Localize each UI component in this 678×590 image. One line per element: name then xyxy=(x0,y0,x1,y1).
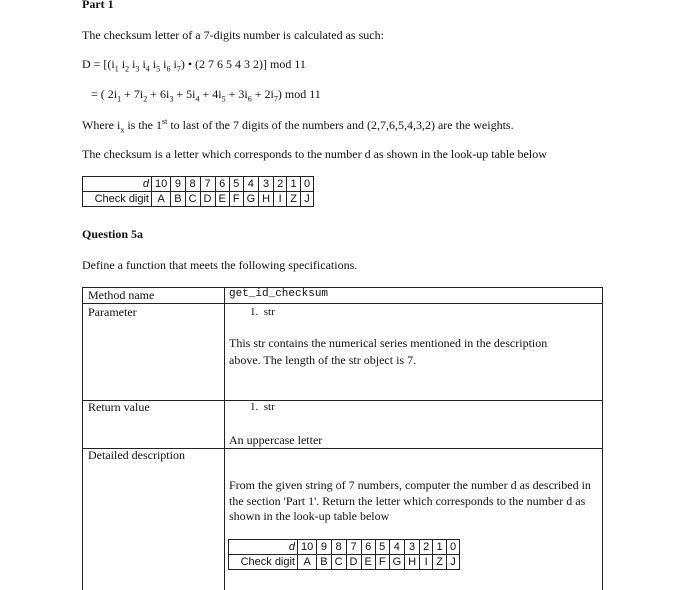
formula2-sub: 5 xyxy=(221,94,226,104)
return-label: Return value xyxy=(88,400,150,414)
formula2-term: 6i xyxy=(160,87,170,101)
formula1-sub: 4 xyxy=(145,64,150,74)
formula1-sub: 2 xyxy=(125,64,130,74)
lookup-cell: 6 xyxy=(361,540,375,555)
lookup-cell: F xyxy=(375,555,389,570)
lookup-cell: 8 xyxy=(331,540,346,555)
return-item xyxy=(250,401,275,413)
lookup-cell: 5 xyxy=(375,540,389,555)
lookup-header-d: d xyxy=(229,540,298,555)
detail-desc: shown in the look-up table below xyxy=(229,509,390,523)
return-item-text: str xyxy=(263,401,275,413)
lookup-cell: I xyxy=(274,192,287,207)
formula2-term: 2i xyxy=(264,87,274,101)
return-item-num: 1. xyxy=(250,401,259,413)
lookup-header-check: Check digit xyxy=(229,555,298,570)
formula1-sub: 1 xyxy=(114,64,119,74)
method-value: get_id_checksum xyxy=(229,288,329,300)
lookup-cell: 1 xyxy=(287,177,301,192)
formula2-sub: 7 xyxy=(273,94,278,104)
lookup-cell: 7 xyxy=(200,177,215,192)
where-part: is the 1 xyxy=(124,118,162,132)
lookup-cell: 9 xyxy=(317,540,331,555)
lookup-table xyxy=(82,176,314,207)
lookup-cell: A xyxy=(298,555,317,570)
where-part: to last of the 7 digits of the numbers and (2,7,6,5,4,3,2) are the weights. xyxy=(167,118,514,132)
lookup-sentence: The checksum is a letter which corresponds to the number d as shown in the look-up table below xyxy=(82,147,547,161)
lookup-cell: H xyxy=(259,192,274,207)
lookup-cell: 0 xyxy=(300,177,313,192)
formula-line-1: $D = [(i_1$ $i_2$ $i_3$ $i_4$ $i_5$ $i_6$ $i_7$) • (2 7 6 5 4 3 2)] mod 11 xyxy=(82,57,306,74)
lookup-row-check xyxy=(229,555,460,570)
lookup-header-d: d xyxy=(83,177,152,192)
lookup-cell: 4 xyxy=(243,177,259,192)
where-sup: st xyxy=(161,117,168,126)
formula1-sub: 6 xyxy=(166,64,171,74)
formula2-sub: 4 xyxy=(195,94,200,104)
detail-desc: the section 'Part 1'. Return the letter which corresponds to the number d as xyxy=(229,494,586,508)
method-label: Method name xyxy=(88,288,155,302)
lookup-cell: I xyxy=(420,555,433,570)
lookup-cell: 3 xyxy=(405,540,420,555)
formula1-sub: 7 xyxy=(176,64,181,74)
lookup-cell: J xyxy=(300,192,313,207)
formula2-sub: 3 xyxy=(169,94,174,104)
where-text xyxy=(82,117,514,134)
lookup-cell: D xyxy=(200,192,215,207)
formula1-weights: ) • (2 7 6 5 4 3 2)] mod 11 xyxy=(180,57,306,71)
formula2-term: 7i xyxy=(133,87,144,101)
lookup-header-check: Check digit xyxy=(83,192,152,207)
lookup-cell: 0 xyxy=(446,540,459,555)
question-heading: Question 5a xyxy=(82,227,144,241)
lookup-cell: 8 xyxy=(185,177,200,192)
parameter-item-num: 1. xyxy=(250,306,259,318)
formula1-prefix: D = [(i xyxy=(82,57,115,71)
formula2-sub: 2 xyxy=(143,94,148,104)
formula2-term: 2i xyxy=(107,87,118,101)
formula1-sub: 5 xyxy=(156,64,161,74)
lookup-cell: 1 xyxy=(433,540,447,555)
lookup-cell: E xyxy=(361,555,375,570)
lookup-cell: 7 xyxy=(346,540,361,555)
formula2-term: 5i xyxy=(186,87,196,101)
formula2-term: 3i xyxy=(238,87,248,101)
lookup-cell: 2 xyxy=(274,177,287,192)
lookup-cell: 10 xyxy=(152,177,171,192)
formula-line-2: = ( $2i_1 + 7i_2 + 6i_3 + 5i_4 + 4i_5 + 3i_6 + 2i_7$) mod 11 xyxy=(91,87,321,104)
lookup-cell: H xyxy=(405,555,420,570)
intro-text: The checksum letter of a 7-digits number is calculated as such: xyxy=(82,28,384,42)
lookup-cell: J xyxy=(446,555,459,570)
return-desc: An uppercase letter xyxy=(229,433,323,447)
lookup-cell: B xyxy=(317,555,331,570)
lookup-row-check xyxy=(83,192,314,207)
lookup-table-detail xyxy=(228,539,460,570)
lookup-cell: 3 xyxy=(259,177,274,192)
lookup-cell: C xyxy=(185,192,200,207)
lookup-cell: Z xyxy=(433,555,447,570)
parameter-desc: This str contains the numerical series mentioned in the description xyxy=(229,336,548,350)
lookup-cell: G xyxy=(243,192,259,207)
lookup-cell: Z xyxy=(287,192,301,207)
where-sub: x xyxy=(120,125,125,135)
formula2-sub: 1 xyxy=(117,94,122,104)
lookup-cell: E xyxy=(215,192,229,207)
lookup-cell: F xyxy=(229,192,243,207)
formula2-suffix: ) mod 11 xyxy=(277,87,321,101)
lookup-cell: C xyxy=(331,555,346,570)
where-part: Where i xyxy=(82,118,121,132)
lookup-cell: B xyxy=(171,192,185,207)
lookup-cell: 4 xyxy=(389,540,405,555)
parameter-label: Parameter xyxy=(88,305,137,319)
parameter-item xyxy=(250,306,275,318)
lookup-cell: 5 xyxy=(229,177,243,192)
question-intro: Define a function that meets the following specifications. xyxy=(82,258,358,272)
formula2-sub: 6 xyxy=(247,94,252,104)
part-heading: Part 1 xyxy=(82,0,114,11)
lookup-cell: 2 xyxy=(420,540,433,555)
detail-desc: From the given string of 7 numbers, computer the number d as described in xyxy=(229,478,591,492)
lookup-row-d xyxy=(229,540,460,555)
formula1-sub: 3 xyxy=(135,64,140,74)
lookup-cell: 10 xyxy=(298,540,317,555)
detail-label: Detailed description xyxy=(88,448,185,462)
lookup-cell: 6 xyxy=(215,177,229,192)
lookup-cell: 9 xyxy=(171,177,185,192)
parameter-desc: above. The length of the str object is 7. xyxy=(229,353,417,367)
lookup-cell: G xyxy=(389,555,405,570)
lookup-cell: A xyxy=(152,192,171,207)
lookup-row-d xyxy=(83,177,314,192)
lookup-cell: D xyxy=(346,555,361,570)
parameter-item-text: str xyxy=(263,306,275,318)
formula2-term: 4i xyxy=(212,87,222,101)
